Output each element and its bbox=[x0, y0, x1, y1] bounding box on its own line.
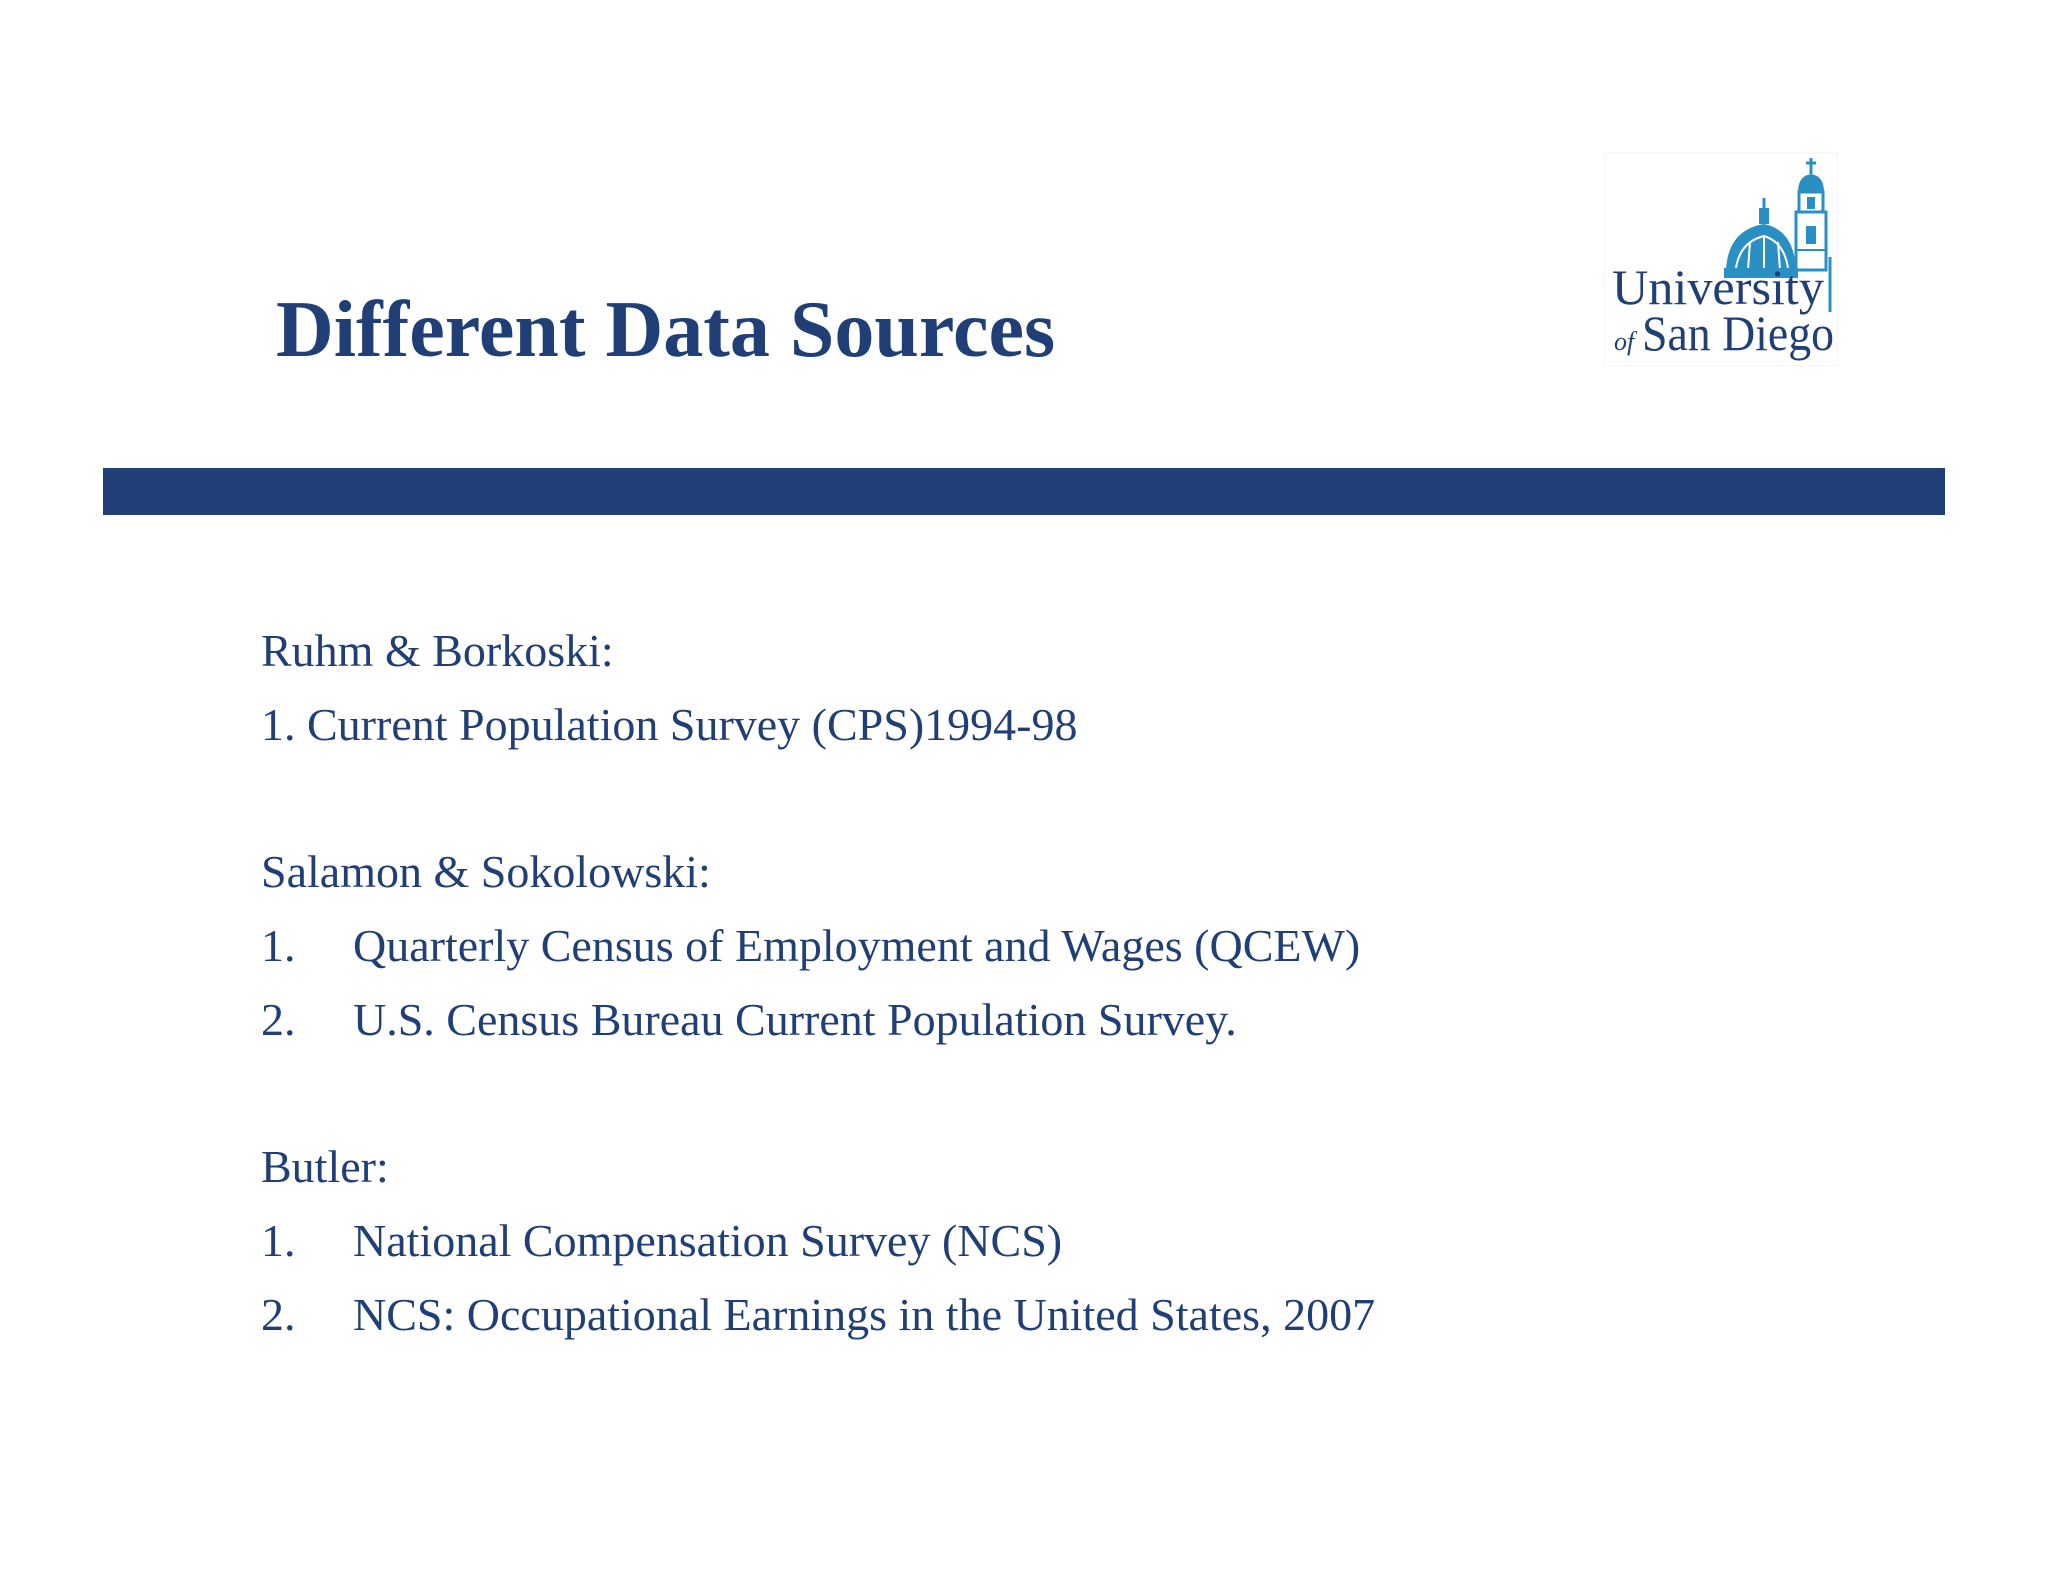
list-item-number: 1. bbox=[261, 920, 296, 971]
spacer bbox=[261, 1057, 1941, 1130]
list-item-text: U.S. Census Bureau Current Population Survey. bbox=[353, 994, 1237, 1045]
university-logo bbox=[1604, 152, 1838, 366]
list-item-text: NCS: Occupational Earnings in the United States, 2007 bbox=[353, 1289, 1376, 1340]
list-item-number: 1. bbox=[261, 1215, 296, 1266]
logo-text-university: University bbox=[1612, 259, 1824, 315]
list-item-number: 2. bbox=[261, 1289, 296, 1340]
slide-body bbox=[261, 614, 1941, 1352]
list-item bbox=[261, 1278, 1941, 1352]
list-item-number: 2. bbox=[261, 994, 296, 1045]
list-item-text: Quarterly Census of Employment and Wages (QCEW) bbox=[353, 920, 1361, 971]
group-heading: Salamon & Sokolowski: bbox=[261, 846, 711, 897]
title-divider-bar bbox=[103, 468, 1945, 515]
slide-title: Different Data Sources bbox=[276, 286, 1056, 374]
list-item bbox=[261, 983, 1941, 1057]
list-item-text: National Compensation Survey (NCS) bbox=[353, 1215, 1063, 1266]
list-item-text: 1. Current Population Survey (CPS)1994-98 bbox=[261, 699, 1078, 750]
university-logo-graphic bbox=[1604, 152, 1838, 366]
list-item bbox=[261, 688, 1941, 762]
list-item bbox=[261, 1204, 1941, 1278]
spacer bbox=[261, 762, 1941, 835]
logo-text-of: of bbox=[1614, 327, 1635, 356]
logo-text-san-diego: San Diego bbox=[1642, 305, 1834, 361]
list-item bbox=[261, 909, 1941, 983]
group-heading: Butler: bbox=[261, 1141, 389, 1192]
group-heading: Ruhm & Borkoski: bbox=[261, 625, 614, 676]
